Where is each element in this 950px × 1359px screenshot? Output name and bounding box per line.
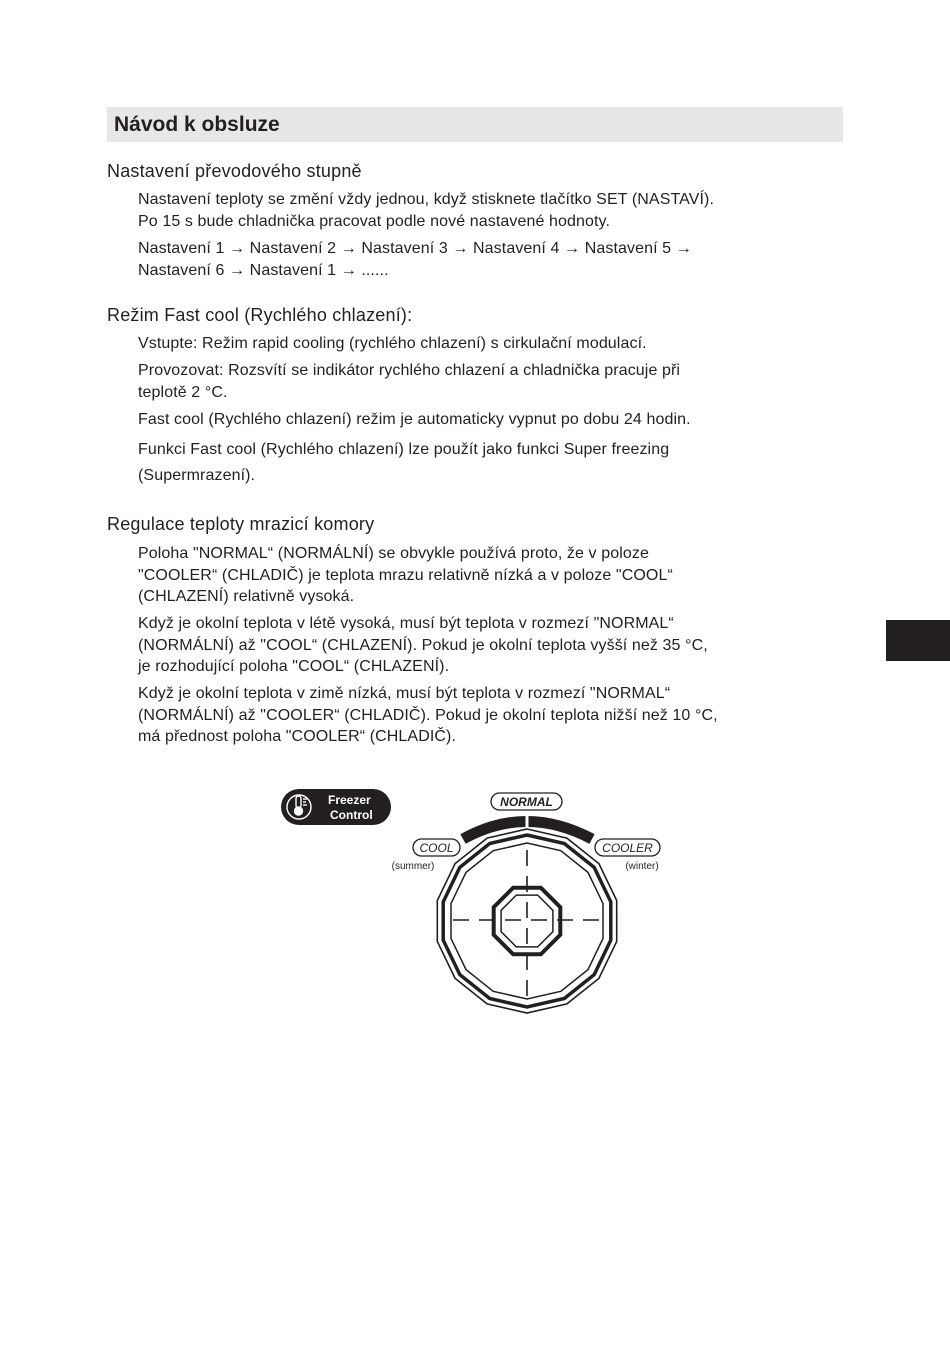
paragraph-line: Nastavení 6 → Nastavení 1 → ...... bbox=[138, 261, 389, 279]
knob-hub-outer bbox=[494, 888, 561, 955]
paragraph-line: má přednost poloha "COOLER“ (CHLADIČ). bbox=[138, 728, 457, 745]
paragraph-line: Nastavení 1 → Nastavení 2 → Nastavení 3 → Nastavení 4 → Nastavení 5 → bbox=[138, 240, 692, 257]
paragraph-line: Vstupte: Režim rapid cooling (rychlého chlazení) s cirkulační modulací. bbox=[138, 335, 647, 352]
paragraph-line: (NORMÁLNÍ) až "COOL“ (CHLAZENÍ). Pokud je okolní teplota vyšší než 35 °C, bbox=[138, 636, 708, 654]
knob-inner-ring bbox=[451, 843, 603, 999]
cooler-label: COOLER bbox=[602, 841, 653, 855]
normal-label: NORMAL bbox=[500, 795, 553, 809]
paragraph bbox=[138, 360, 848, 403]
paragraph-line: Nastavení teploty se změní vždy jednou, když stisknete tlačítko SET (NASTAVÍ). bbox=[138, 191, 715, 208]
title-banner bbox=[107, 107, 843, 142]
paragraph-line: je rozhodující poloha "COOL“ (CHLAZENÍ). bbox=[138, 658, 450, 675]
paragraph bbox=[138, 333, 848, 355]
paragraph bbox=[138, 543, 848, 608]
badge-line-2: Control bbox=[330, 808, 373, 822]
paragraph-line: (Supermrazení). bbox=[138, 467, 256, 484]
paragraph-line: Když je okolní teplota v létě vysoká, musí být teplota v rozmezí "NORMAL“ bbox=[138, 615, 674, 632]
paragraph bbox=[138, 189, 848, 232]
cool-summer-label: (summer) bbox=[391, 861, 435, 872]
paragraph-line: (NORMÁLNÍ) až "COOLER“ (CHLADIČ). Pokud je okolní teplota nižší než 10 °C, bbox=[138, 706, 718, 724]
cooler-winter-label: (winter) bbox=[625, 861, 659, 872]
paragraph-line: Poloha "NORMAL“ (NORMÁLNÍ) se obvykle používá proto, že v poloze bbox=[138, 545, 649, 562]
paragraph bbox=[138, 437, 848, 489]
paragraph-line: Provozovat: Rozsvítí se indikátor rychlého chlazení a chladnička pracuje při bbox=[138, 362, 681, 379]
paragraph bbox=[138, 613, 848, 678]
paragraph bbox=[138, 683, 848, 748]
language-side-tab bbox=[886, 620, 950, 661]
paragraph bbox=[138, 409, 848, 431]
paragraph-line: "COOLER“ (CHLADIČ) je teplota mrazu relativně nízká a v poloze "COOL“ bbox=[138, 566, 673, 584]
paragraph-line: Když je okolní teplota v zimě nízká, musí být teplota v rozmezí "NORMAL“ bbox=[138, 685, 671, 702]
freezer-control-diagram bbox=[270, 780, 690, 1030]
paragraph-line: Funkci Fast cool (Rychlého chlazení) lze použít jako funkci Super freezing bbox=[138, 441, 670, 458]
paragraph-line: Po 15 s bude chladnička pracovat podle nové nastavené hodnoty. bbox=[138, 212, 611, 230]
badge-line-1: Freezer bbox=[328, 793, 371, 807]
freezer-control-badge bbox=[281, 789, 391, 825]
section-heading-fast-cool: Režim Fast cool (Rychlého chlazení): bbox=[107, 305, 413, 325]
section-heading-gear-setting: Nastavení převodového stupně bbox=[107, 161, 362, 181]
cool-label: COOL bbox=[419, 841, 454, 855]
paragraph bbox=[138, 238, 848, 281]
paragraph-line: Fast cool (Rychlého chlazení) režim je automaticky vypnut po dobu 24 hodin. bbox=[138, 411, 691, 428]
section-heading-freezer-regulation: Regulace teploty mrazicí komory bbox=[107, 514, 375, 534]
page-title: Návod k obsluze bbox=[114, 113, 280, 136]
paragraph-line: teplotě 2 °C. bbox=[138, 383, 228, 401]
paragraph-line: (CHLAZENÍ) relativně vysoká. bbox=[138, 588, 355, 605]
